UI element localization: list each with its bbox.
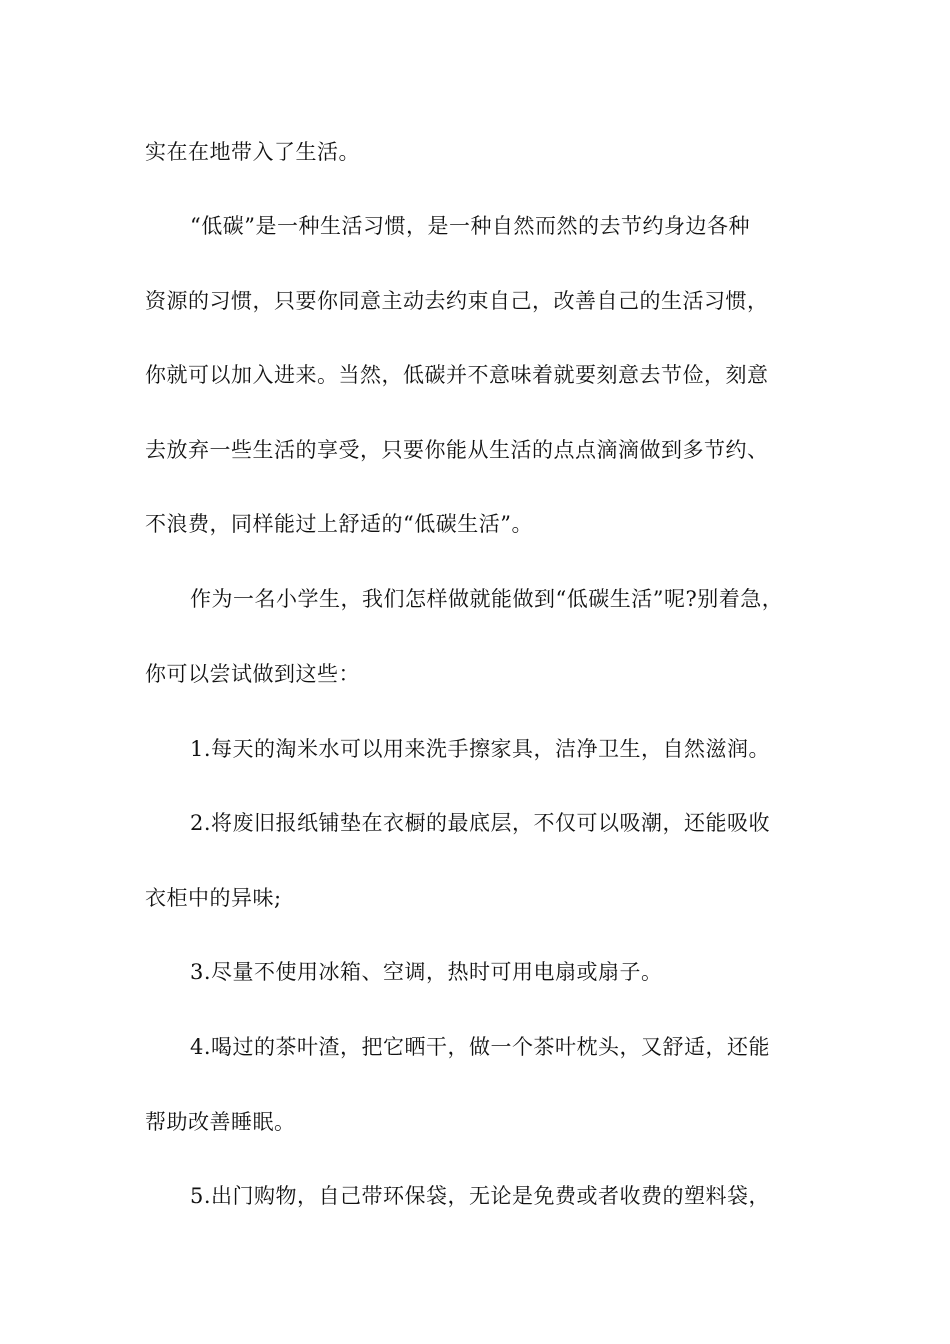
text-line: 你可以尝试做到这些： xyxy=(145,662,360,686)
paragraph-line: “低碳”是一种生活习惯，是一种自然而然的去节约身边各种 xyxy=(190,214,750,238)
list-item: 4.喝过的茶叶渣，把它晒干，做一个茶叶枕头，又舒适，还能 xyxy=(190,1035,771,1059)
text-line: 你就可以加入进来。当然，低碳并不意味着就要刻意去节俭，刻意 xyxy=(145,363,769,387)
list-item: 1.每天的淘米水可以用来洗手擦家具，洁净卫生，自然滋润。 xyxy=(190,737,771,761)
text-line: 实在在地带入了生活。 xyxy=(145,140,360,164)
text-line: 去放弃一些生活的享受，只要你能从生活的点点滴滴做到多节约、 xyxy=(145,438,769,462)
text-line: 不浪费，同样能过上舒适的“低碳生活”。 xyxy=(145,512,533,536)
list-item: 2.将废旧报纸铺垫在衣橱的最底层，不仅可以吸潮，还能吸收 xyxy=(190,811,771,835)
list-item: 5.出门购物，自己带环保袋，无论是免费或者收费的塑料袋， xyxy=(190,1184,771,1208)
text-line: 衣柜中的异味; xyxy=(145,886,282,910)
paragraph-line: 作为一名小学生，我们怎样做就能做到“低碳生活”呢?别着急， xyxy=(190,587,784,611)
text-line: 资源的习惯，只要你同意主动去约束自己，改善自己的生活习惯， xyxy=(145,289,769,313)
list-item: 3.尽量不使用冰箱、空调，热时可用电扇或扇子。 xyxy=(190,960,663,984)
text-line: 帮助改善睡眠。 xyxy=(145,1110,296,1134)
